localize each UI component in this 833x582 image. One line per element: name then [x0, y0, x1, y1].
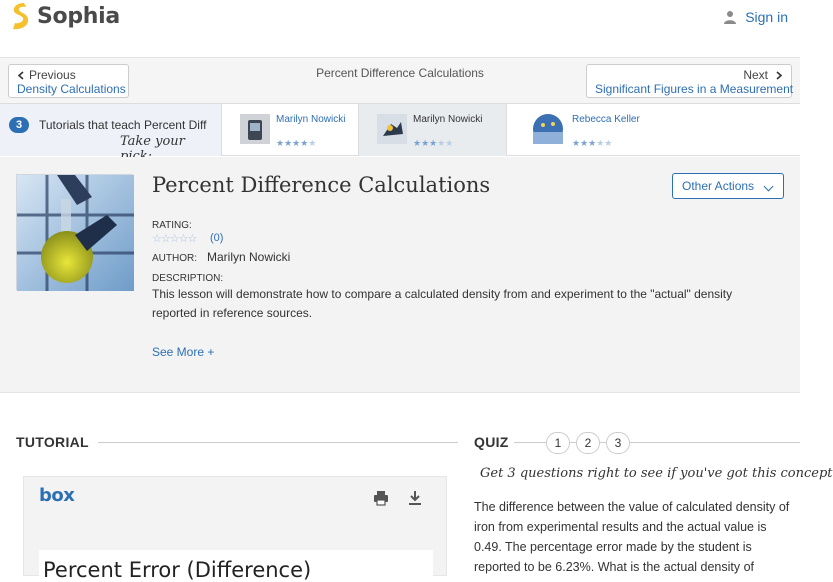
previous-button[interactable]	[8, 64, 129, 98]
star-rating: ★★★★★	[276, 138, 317, 148]
quiz-question-numbers	[546, 432, 636, 454]
avatar	[533, 114, 563, 144]
avatar	[377, 114, 407, 144]
previous-label: Previous	[29, 68, 76, 82]
next-label: Next	[743, 68, 768, 82]
rating-label: RATING:	[152, 220, 192, 231]
sophia-logo[interactable]	[10, 2, 120, 30]
author-name: Marilyn Nowicki	[207, 250, 291, 264]
document-page	[39, 550, 433, 582]
other-actions-label: Other Actions	[682, 179, 755, 193]
tutorial-author[interactable]: Marilyn Nowicki	[276, 114, 346, 125]
author-label: AUTHOR:	[152, 253, 197, 264]
brand-name: Sophia	[37, 3, 120, 29]
print-icon[interactable]	[373, 490, 389, 506]
take-your-pick: Take your	[120, 134, 185, 149]
lesson-description: This lesson will demonstrate how to compare a calculated density from and experiment to the "actual" density reported in reference sources.	[152, 287, 733, 320]
star-rating: ★★★★★	[413, 138, 454, 148]
lesson-title: Percent Difference Calculations	[152, 173, 491, 197]
tutorials-count-panel	[0, 104, 222, 156]
download-icon[interactable]	[407, 490, 423, 506]
tutorials-strip	[0, 104, 800, 156]
rating-stars[interactable]: ☆☆☆☆☆	[152, 233, 197, 245]
sophia-logo-icon	[10, 2, 32, 30]
avatar	[240, 114, 270, 144]
tutorial-heading: TUTORIAL	[16, 434, 89, 450]
chevron-down-icon	[764, 182, 774, 192]
quiz-question-text: The difference between the value of calculated density of iron from experimental results and the actual value is 0.49. The percentage error made by the student is reported to be 6.23%. What is the actual density of	[474, 500, 790, 574]
tutorial-count-badge: 3	[9, 117, 29, 133]
quiz-heading: QUIZ	[474, 434, 509, 450]
quiz-tagline: Get 3 questions right to see if you've got this concept	[480, 466, 833, 481]
rating-count: (0)	[210, 232, 224, 244]
site-header	[0, 0, 800, 58]
current-lesson-title: Percent Difference Calculations	[316, 66, 484, 80]
tutorial-card-2[interactable]	[359, 104, 507, 156]
tutorials-label: Tutorials that teach Percent Diff	[39, 118, 207, 132]
star-rating: ★★★★★	[572, 138, 613, 148]
tutorial-card-1[interactable]	[222, 104, 359, 156]
quiz-number-3[interactable]: 3	[606, 432, 630, 454]
tutorial-author[interactable]: Marilyn Nowicki	[413, 114, 483, 125]
chevron-left-icon	[17, 71, 25, 80]
tutorial-card-3[interactable]	[507, 104, 800, 156]
previous-lesson-link[interactable]: Density Calculations	[17, 82, 126, 96]
tutorial-divider	[98, 442, 458, 443]
document-viewer[interactable]	[23, 476, 447, 582]
person-icon	[723, 10, 737, 24]
sign-in-label: Sign in	[745, 9, 788, 25]
see-more-link[interactable]: See More +	[152, 345, 215, 359]
box-logo: box	[39, 485, 75, 506]
lesson-navigation	[0, 58, 800, 104]
quiz-number-1[interactable]: 1	[546, 432, 570, 454]
next-lesson-link[interactable]: Significant Figures in a Measurement	[595, 82, 794, 96]
lesson-details	[0, 157, 800, 393]
description-label: DESCRIPTION:	[152, 273, 224, 284]
document-heading: Percent Error (Difference)	[43, 558, 312, 582]
quiz-number-2[interactable]: 2	[576, 432, 600, 454]
other-actions-button[interactable]	[672, 173, 784, 199]
lesson-thumbnail	[16, 174, 133, 290]
next-button[interactable]	[586, 64, 792, 98]
sign-in-link[interactable]	[723, 9, 788, 25]
chevron-right-icon	[775, 71, 783, 80]
tutorial-author[interactable]: Rebecca Keller	[572, 114, 640, 125]
